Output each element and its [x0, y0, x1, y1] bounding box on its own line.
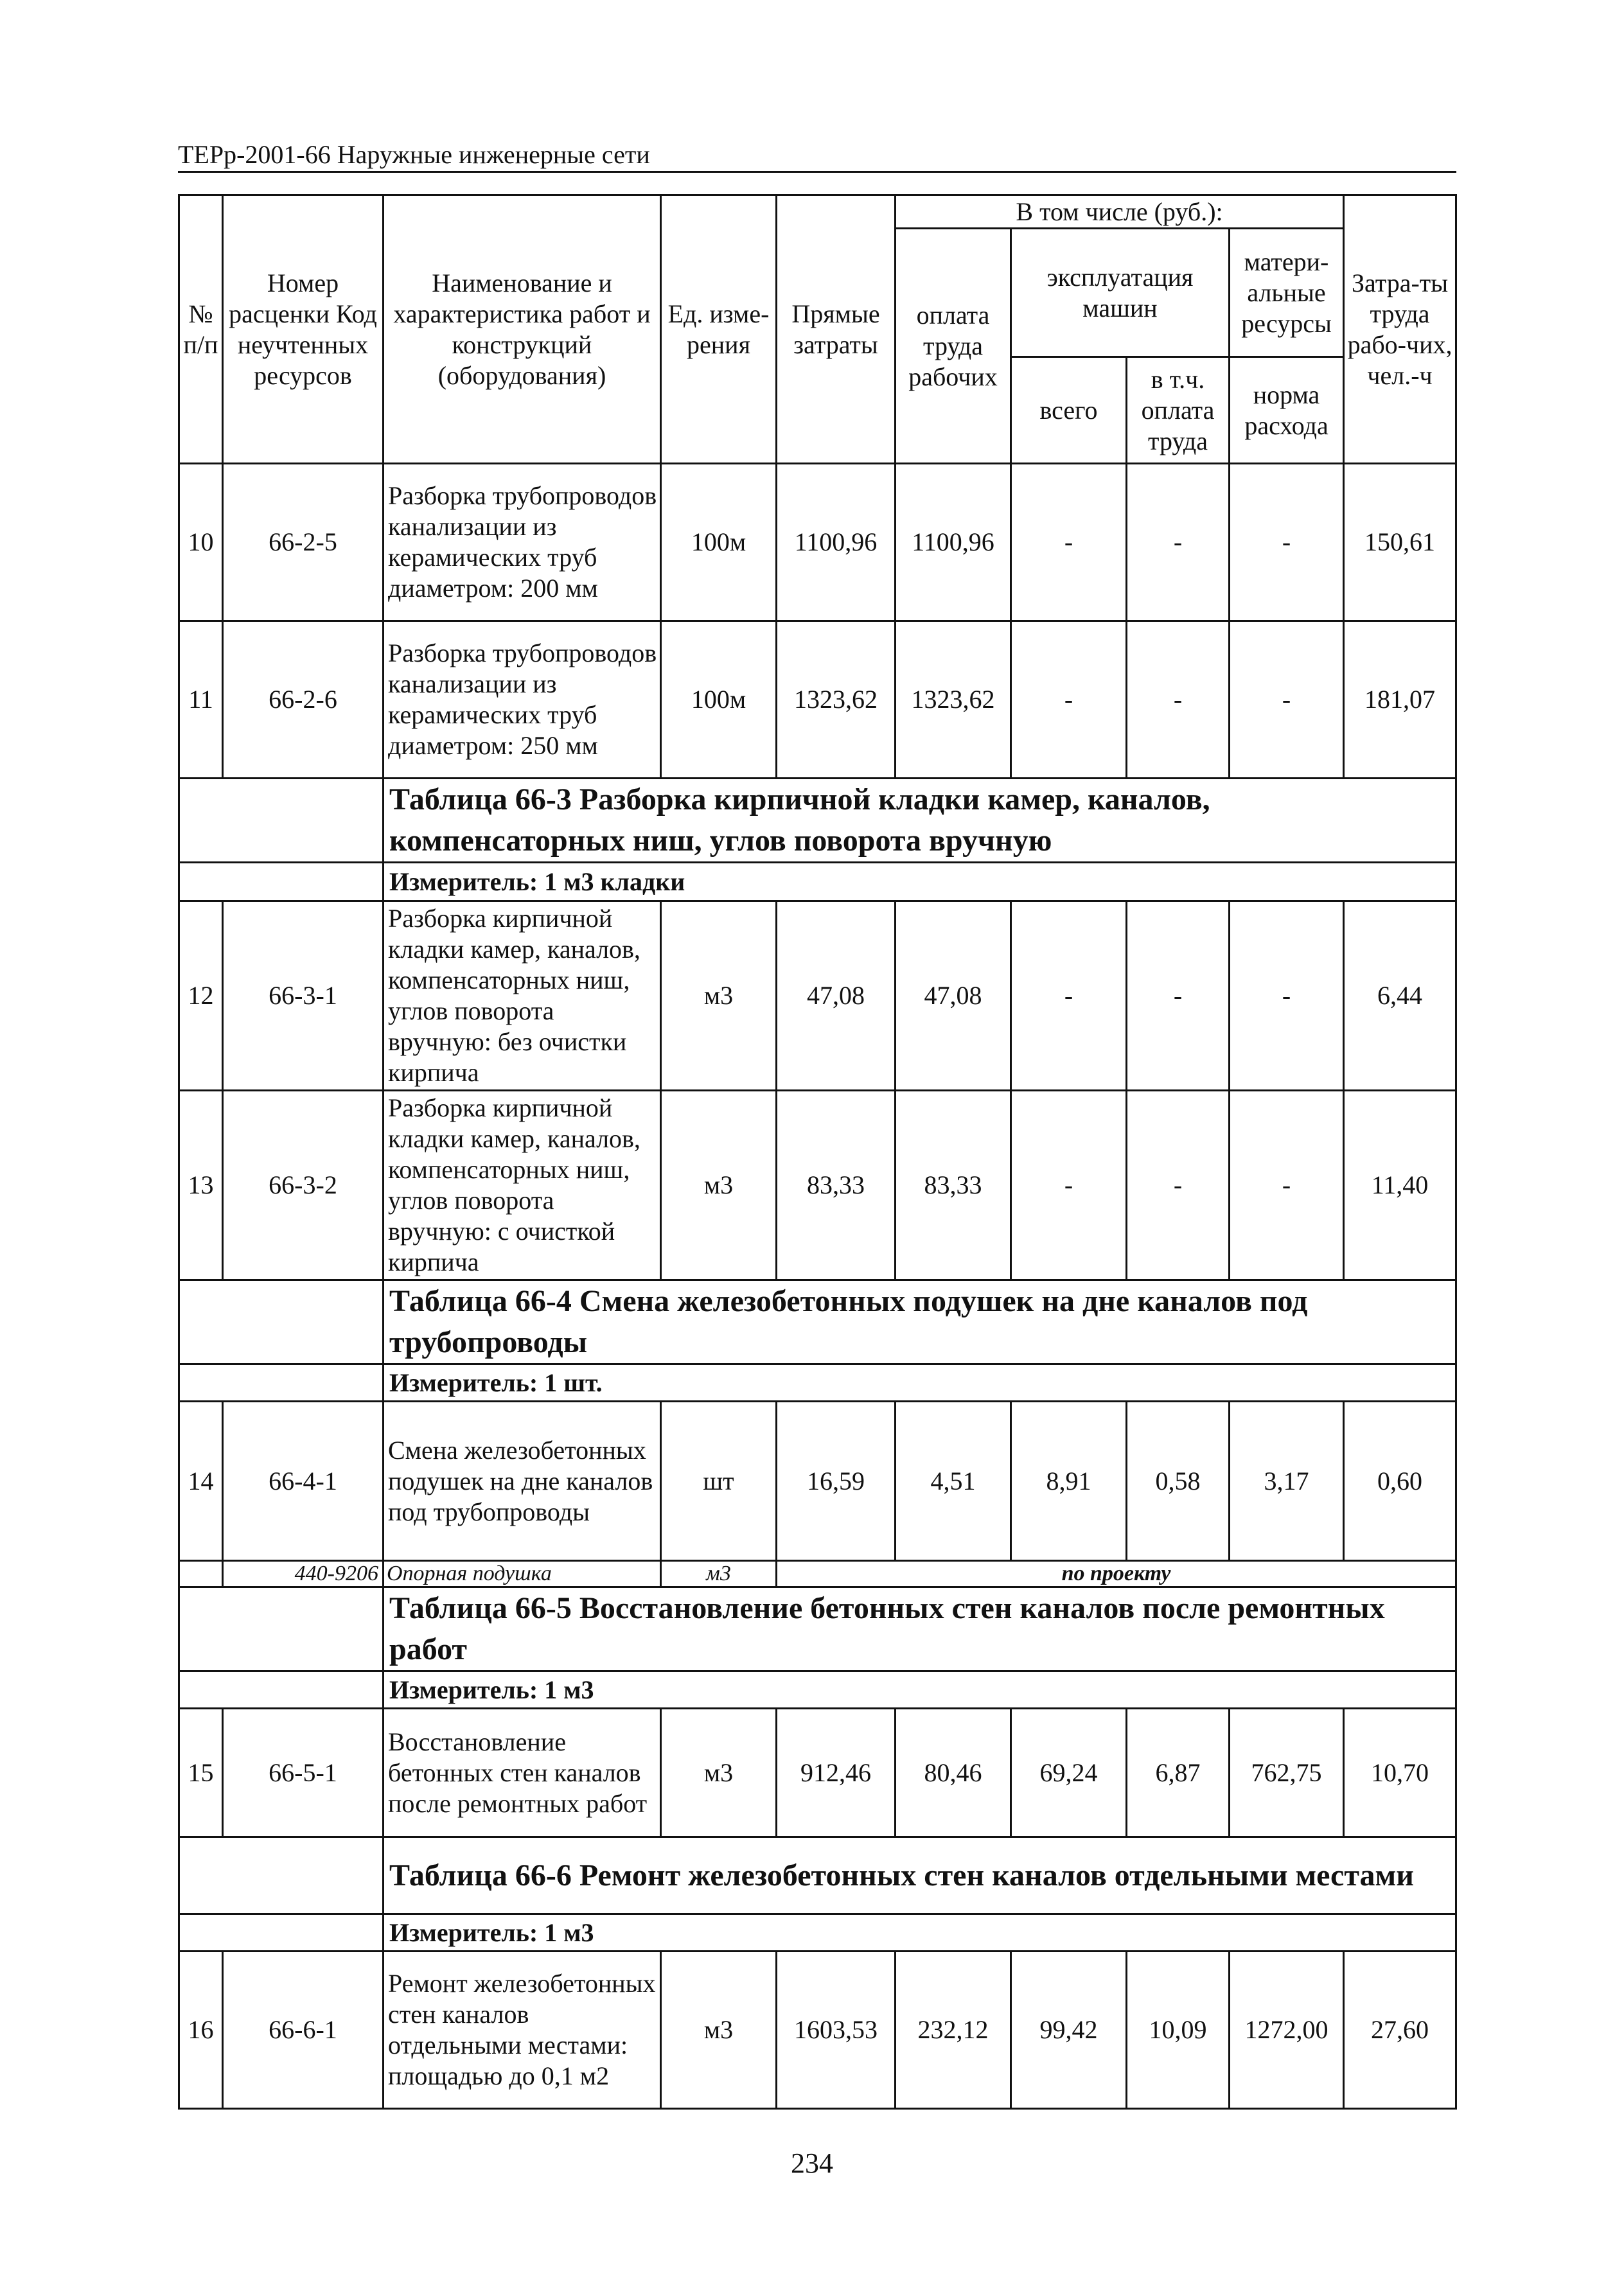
table-row: 14 66-4-1 Смена железобетонных подушек на дне каналов под трубопроводы шт 16,59 4,51 8,91 0,58 3,17 0,60: [179, 1402, 1456, 1561]
section-title-row: [179, 1280, 1456, 1364]
table-row: 16 66-6-1 Ремонт железобетонных стен каналов отдельными местами: площадью до 0,1 м2 м3 1603,53 232,12 99,42 10,09 1272,00 27,60: [179, 1952, 1456, 2109]
measure-row: [179, 1671, 1456, 1709]
section-title-row: [179, 779, 1456, 863]
col-header-wages: оплата труда рабочих: [896, 229, 1011, 464]
col-header-machines: эксплуатация машин: [1011, 229, 1230, 357]
measure-label: Измеритель: 1 шт.: [384, 1364, 1456, 1402]
section-title: Таблица 66-4 Смена железобетонных подушек на дне каналов под трубопроводы: [384, 1280, 1456, 1364]
col-header-materials-norm: норма расхода: [1230, 357, 1344, 464]
section-title: Таблица 66-3 Разборка кирпичной кладки камер, каналов, компенсаторных ниш, углов поворота вручную: [384, 779, 1456, 863]
col-header-labor: Затра-ты труда рабо-чих, чел.-ч: [1344, 195, 1456, 464]
col-header-group: В том числе (руб.):: [896, 195, 1344, 229]
table-row: 10 66-2-5 Разборка трубопроводов канализации из керамических труб диаметром: 200 мм 100м 1100,96 1100,96 - - - 150,61: [179, 464, 1456, 621]
section-title-row: [179, 1587, 1456, 1671]
measure-label: Измеритель: 1 м3: [384, 1914, 1456, 1952]
measure-label: Измеритель: 1 м3: [384, 1671, 1456, 1709]
page-number: 234: [791, 2147, 833, 2179]
col-header-machines-wages: в т.ч. оплата труда: [1127, 357, 1230, 464]
resource-name: Опорная подушка: [384, 1561, 661, 1587]
measure-row: [179, 1914, 1456, 1952]
col-header-code: Номер расценки Код неучтенных ресурсов: [223, 195, 384, 464]
table-row: 13 66-3-2 Разборка кирпичной кладки камер, каналов, компенсаторных ниш, углов поворота вручную: с очисткой кирпича м3 83,33 83,33 - - - 11,40: [179, 1091, 1456, 1280]
col-header-materials: матери-альные ресурсы: [1230, 229, 1344, 357]
col-header-num: № п/п: [179, 195, 223, 464]
table-row: 15 66-5-1 Восстановление бетонных стен каналов после ремонтных работ м3 912,46 80,46 69,24 6,87 762,75 10,70: [179, 1709, 1456, 1837]
measure-row: [179, 863, 1456, 901]
section-title: Таблица 66-5 Восстановление бетонных стен каналов после ремонтных работ: [384, 1587, 1456, 1671]
resource-code: 440-9206: [223, 1561, 384, 1587]
resource-note: по проекту: [777, 1561, 1456, 1587]
measure-label: Измеритель: 1 м3 кладки: [384, 863, 1456, 901]
table-row: 12 66-3-1 Разборка кирпичной кладки камер, каналов, компенсаторных ниш, углов поворота вручную: без очистки кирпича м3 47,08 47,08 - - - 6,44: [179, 901, 1456, 1091]
rates-table: [178, 194, 1457, 2110]
table-row: 11 66-2-6 Разборка трубопроводов канализации из керамических труб диаметром: 250 мм 100м 1323,62 1323,62 - - - 181,07: [179, 621, 1456, 779]
section-title-row: [179, 1837, 1456, 1914]
col-header-direct: Прямые затраты: [777, 195, 896, 464]
col-header-name: Наименование и характеристика работ и конструкций (оборудования): [384, 195, 661, 464]
col-header-unit: Ед. изме-рения: [661, 195, 777, 464]
measure-row: [179, 1364, 1456, 1402]
col-header-machines-total: всего: [1011, 357, 1127, 464]
resource-row: [179, 1561, 1456, 1587]
resource-unit: м3: [661, 1561, 777, 1587]
section-title: Таблица 66-6 Ремонт железобетонных стен каналов отдельными местами: [384, 1837, 1456, 1914]
page-header: ТЕРр-2001-66 Наружные инженерные сети: [178, 139, 1456, 173]
